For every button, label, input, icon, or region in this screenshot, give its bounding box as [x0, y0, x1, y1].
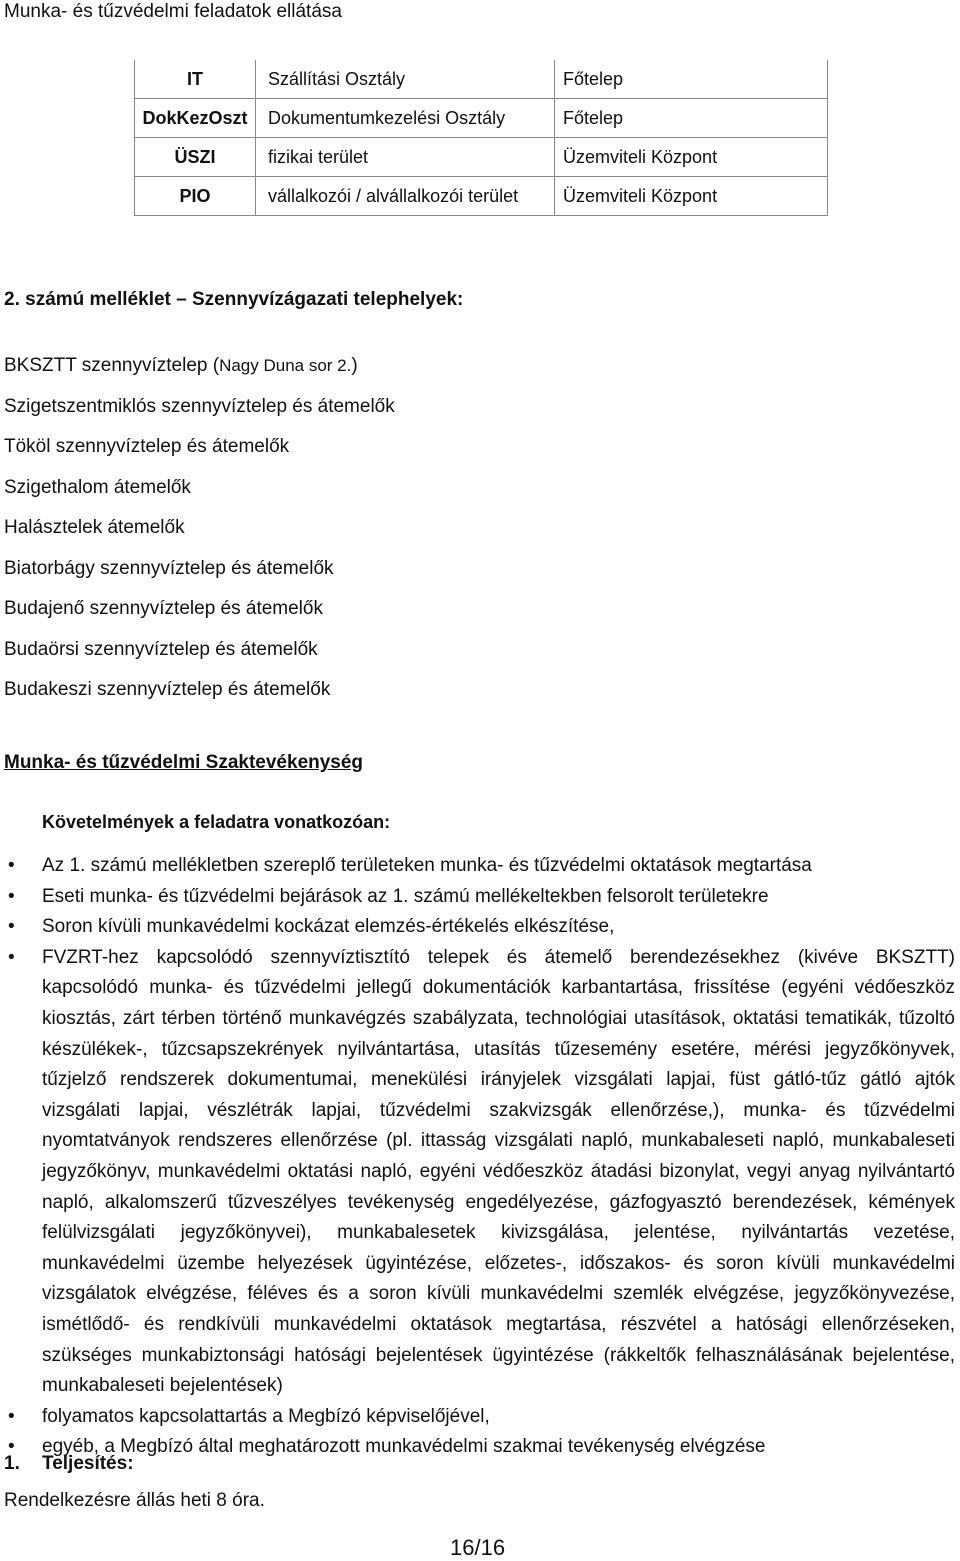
site-item: Szigethalom átemelők [4, 476, 191, 498]
bullet-icon: • [8, 916, 15, 938]
unit-name-cell: Szállítási Osztály [256, 60, 555, 99]
site-item: Szigetszentmiklós szennyvíztelep és átemelők [4, 395, 395, 417]
unit-name-cell: Dokumentumkezelési Osztály [256, 99, 555, 138]
requirement-text: Eseti munka- és tűzvédelmi bejárások az 1. számú mellékeltekben felsorolt területekre [42, 885, 769, 907]
unit-code-cell: PIO [135, 177, 256, 216]
requirement-text: Az 1. számú mellékletben szereplő területeken munka- és tűzvédelmi oktatások megtartása [42, 855, 812, 876]
requirements-title: Követelmények a feladatra vonatkozóan: [42, 812, 391, 832]
requirement-item [0, 943, 955, 1402]
fulfillment-title [4, 1453, 134, 1475]
activity-section-title: Munka- és tűzvédelmi Szaktevékenység [4, 752, 364, 773]
unit-site-cell: Főtelep [555, 99, 828, 138]
site-item: Budajenő szennyvíztelep és átemelők [4, 598, 323, 619]
site-address-close: ) [351, 355, 358, 376]
site-item: Tököl szennyvíztelep és átemelők [4, 436, 290, 457]
unit-site-cell: Üzemviteli Központ [555, 138, 828, 177]
site-list [4, 352, 395, 717]
units-table-row [135, 138, 828, 177]
requirement-item [0, 912, 955, 943]
site-item [4, 352, 395, 393]
units-table-row [135, 99, 828, 138]
fulfillment-text: Rendelkezésre állás heti 8 óra. [4, 1490, 265, 1511]
bullet-icon: • [8, 1436, 15, 1458]
requirement-text: Soron kívüli munkavédelmi kockázat elemzés-értékelés elkészítése, [42, 916, 615, 938]
units-table-row [135, 60, 828, 99]
bullet-icon: • [8, 946, 15, 968]
unit-code-cell: IT [135, 60, 256, 99]
unit-site-cell: Főtelep [555, 60, 828, 99]
units-table [134, 60, 828, 216]
fulfillment-label: Teljesítés: [42, 1453, 134, 1474]
unit-name-cell: vállalkozói / alvállalkozói terület [256, 177, 555, 216]
requirements-list [0, 851, 955, 1463]
site-name: BKSZTT szennyvíztelep ( [4, 355, 220, 376]
unit-code-cell: ÜSZI [135, 138, 256, 177]
site-item: Budakeszi szennyvíztelep és átemelők [4, 679, 331, 700]
site-item: Budaörsi szennyvíztelep és átemelők [4, 638, 318, 660]
requirement-text: FVZRT-hez kapcsolódó szennyvíztisztító telepek és átemelő berendezésekhez (kivéve BKSZTT) kapcsolódó munka- és tűzvédelmi jellegű dokumentációk karbantartása, frissítése (egyéni védőeszköz kiosztás, zárt térben történő munkavégzés szabályzata, technológiai utasítások, oktatási tematikák, tűzoltó készülékek-, tűzcsapszekrények nyilvántartása, utasítás tűzesemény esetére, mérési jegyzőkönyvek, tűzjelző rendszerek dokumentumai, menekülési irányjelek vizsgálati lapjai, füst gátló-tűz gátló ajtók vizsgálati lapjai, vészlétrák lapjai, tűzvédelmi szakvizsgák ellenőrzése,), munka- és tűzvédelmi nyomtatványok rendszeres ellenőrzése (pl. ittasság vizsgálati napló, munkabaleseti napló, munkabaleseti jegyzőkönyv, munkavédelmi oktatási napló, egyéni védőeszköz átadási bizonylat, vegyi anyag nyilvántartó napló, alkalomszerű tűzveszélyes tevékenység engedélyezése, gázfogyasztó berendezések, kémények felülvizsgálati jegyzőkönyvei), munkabalesetek kivizsgálása, jelentése, nyilvántartás vezetése, munkavédelmi üzembe helyezések ügyintézése, előzetes-, időszakos- és soron kívüli munkavédelmi vizsgálatok elvégzése, féléves és a soron kívüli munkavédelmi szemlék elvégzése, jegyzőkönyvezése, ismétlődő- és rendkívüli munkavédelmi oktatások megtartása, részvétel a hatósági ellenőrzéseken, szükséges munkabiztonsági hatósági bejelentések ügyintézése (rákkeltők felhasználásának bejelentése, munkabaleseti bejelentések) [42, 946, 955, 1397]
requirement-text: folyamatos kapcsolattartás a Megbízó képviselőjével, [42, 1405, 490, 1427]
bullet-icon: • [8, 885, 15, 907]
site-item: Halásztelek átemelők [4, 517, 185, 538]
bullet-icon: • [8, 1405, 15, 1427]
site-item: Biatorbágy szennyvíztelep és átemelők [4, 557, 334, 579]
bullet-icon: • [8, 855, 15, 876]
requirement-item [0, 882, 955, 913]
page-number: 16/16 [450, 1535, 506, 1560]
requirement-item [0, 1432, 955, 1463]
document-header-title: Munka- és tűzvédelmi feladatok ellátása [4, 1, 342, 22]
requirement-item [0, 1402, 955, 1433]
fulfillment-number: 1. [4, 1453, 20, 1474]
unit-name-cell: fizikai terület [256, 138, 555, 177]
units-table-row [135, 177, 828, 216]
units-table-body [135, 60, 828, 216]
annex-title: 2. számú melléklet – Szennyvízágazati telephelyek: [4, 289, 464, 310]
requirement-item [0, 851, 955, 882]
site-address: Nagy Duna sor 2. [219, 356, 352, 375]
unit-code-cell: DokKezOszt [135, 99, 256, 138]
unit-site-cell: Üzemviteli Központ [555, 177, 828, 216]
requirement-text: egyéb, a Megbízó által meghatározott munkavédelmi szakmai tevékenység elvégzése [42, 1436, 766, 1458]
